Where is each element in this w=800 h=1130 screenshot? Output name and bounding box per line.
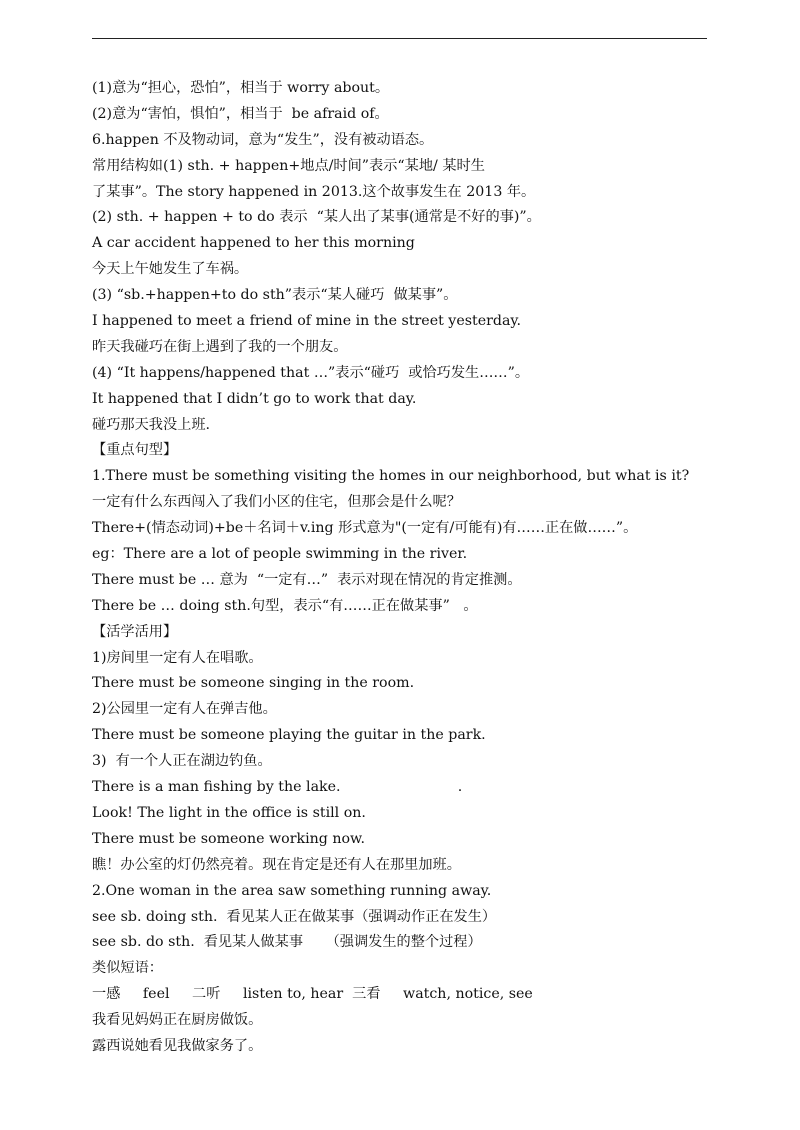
section-heading: 【重点句型】 xyxy=(92,442,178,459)
text-line: see sb. do sth. 看见某人做某事 （强调发生的整个过程） xyxy=(92,934,482,951)
text-line: 一感 feel 二听 listen to, hear 三看 watch, notice, see xyxy=(92,986,533,1003)
text-line: (2) sth. + happen + to do 表示 “某人出了某事(通常是不好的事)”。 xyxy=(92,209,541,226)
text-line: 露西说她看见我做家务了。 xyxy=(92,1037,263,1054)
text-line: 昨天我碰巧在街上遇到了我的一个朋友。 xyxy=(92,338,348,355)
text-line: 3) 有一个人正在湖边钓鱼。 xyxy=(92,753,272,770)
text-line: 瞧！办公室的灯仍然亮着。现在肯定是还有人在那里加班。 xyxy=(92,856,461,873)
document-body xyxy=(92,76,732,1060)
text-line: 类似短语： xyxy=(92,960,163,977)
text-line: (3) “sb.+happen+to do sth”表示“某人碰巧 做某事”。 xyxy=(92,287,458,304)
text-line: 1.There must be something visiting the homes in our neighborhood, but what is it? xyxy=(92,468,690,485)
text-line: There must be … 意为 “一定有…” 表示对现在情况的肯定推测。 xyxy=(92,571,522,588)
text-line: 今天上午她发生了车祸。 xyxy=(92,261,249,278)
text-line: 6.happen 不及物动词，意为“发生”，没有被动语态。 xyxy=(92,131,434,148)
text-line: (2)意为“害怕，惧怕”，相当于 be afraid of。 xyxy=(92,105,389,122)
text-line: (4) “It happens/happened that …”表示“碰巧 或恰巧发生……”。 xyxy=(92,364,530,381)
text-line: I happened to meet a friend of mine in the street yesterday. xyxy=(92,313,522,330)
text-line: (1)意为“担心，恐怕”，相当于 worry about。 xyxy=(92,80,390,96)
text-line: 碰巧那天我没上班. xyxy=(92,416,211,433)
text-line: It happened that I didn’t go to work that day. xyxy=(92,390,417,407)
text-line: 我看见妈妈正在厨房做饭。 xyxy=(92,1012,263,1029)
text-line: There be … doing sth.句型，表示“有……正在做某事” 。 xyxy=(92,597,478,614)
text-line: There is a man fishing by the lake. . xyxy=(92,779,463,796)
text-line: There must be someone working now. xyxy=(92,830,365,847)
text-line: 一定有什么东西闯入了我们小区的住宅，但那会是什么呢？ xyxy=(92,494,461,511)
text-line: A car accident happened to her this morning xyxy=(92,235,415,252)
header-rule xyxy=(92,38,707,39)
text-line: 2.One woman in the area saw something running away. xyxy=(92,882,492,899)
text-line: 常用结构如(1) sth. + happen+地点/时间”表示“某地/ 某时生 xyxy=(92,157,485,174)
text-line: 2)公园里一定有人在弹吉他。 xyxy=(92,701,277,718)
text-line: 了某事”。The story happened in 2013.这个故事发生在 2013 年。 xyxy=(92,183,536,200)
section-heading: 【活学活用】 xyxy=(92,623,178,640)
text-line: Look! The light in the office is still on. xyxy=(92,804,366,821)
text-line: There must be someone singing in the room. xyxy=(92,675,415,692)
text-line: eg：There are a lot of people swimming in the river. xyxy=(92,546,468,563)
text-line: There+(情态动词)+be＋名词＋v.ing 形式意为"(一定有/可能有)有……正在做……”。 xyxy=(92,520,638,537)
text-line: There must be someone playing the guitar in the park. xyxy=(92,727,486,744)
text-line: 1)房间里一定有人在唱歌。 xyxy=(92,649,263,666)
text-line: see sb. doing sth. 看见某人正在做某事（强调动作正在发生） xyxy=(92,908,497,925)
